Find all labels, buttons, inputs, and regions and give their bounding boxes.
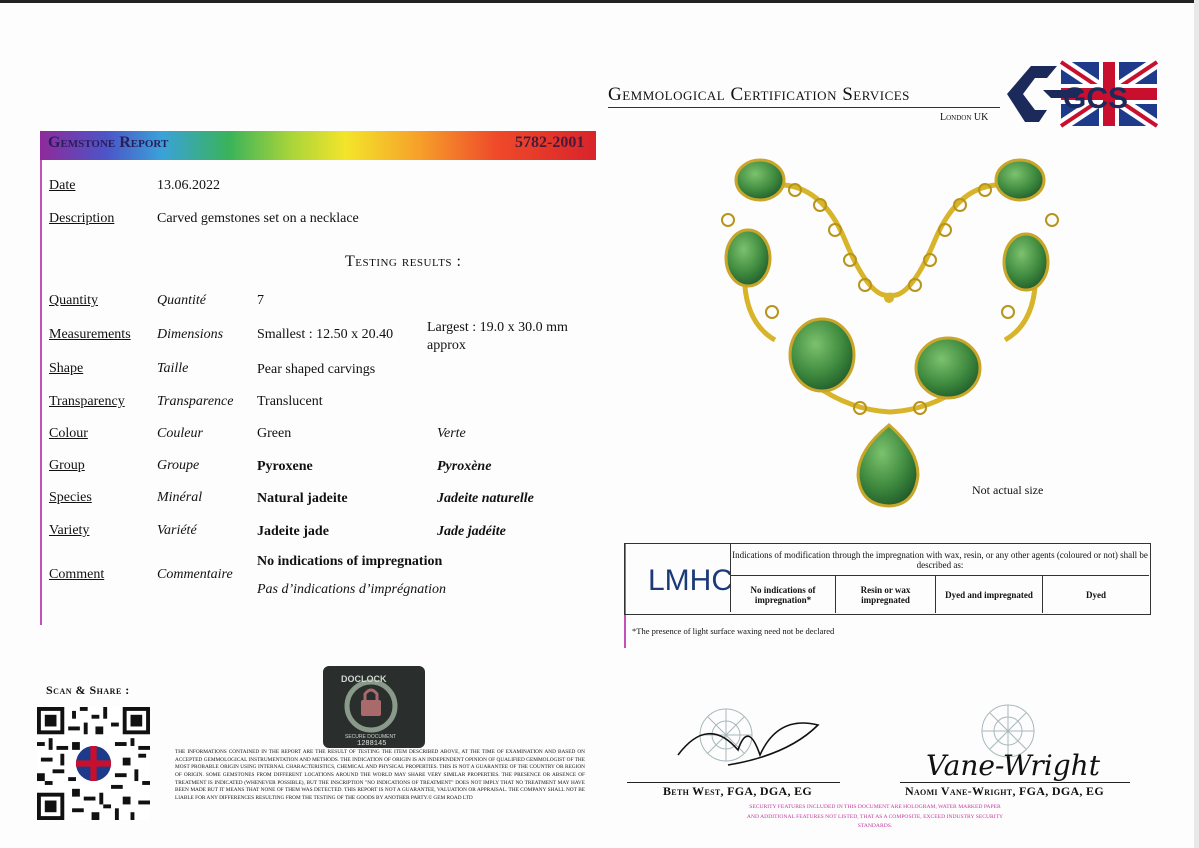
description-value: Carved gemstones set on a necklace <box>157 211 359 226</box>
transparency-label: Transparency <box>49 394 125 409</box>
report-side-rule <box>40 160 42 625</box>
quantity-label-fr: Quantité <box>157 293 206 308</box>
signatory-left: Beth West, FGA, DGA, EG <box>663 784 813 798</box>
legal-disclaimer: THE INFORMATIONS CONTAINED IN THE REPORT ARE THE RESULT OF TESTING THE ITEM DESCRIBED ABOVE, AT THE TIME OF EXAMINATION AND BASED ON ACCEPTED GEMMOLOGICAL INSTRUMENTATION AND METHODS. THE INDICATION OF ORIGIN IS AN INDEPENDENT OPINION OF QUALIFIED GEMMOLOGIST OF THE MOST PROBABLE ORIGIN USING INTERNAL CHARACTERISTICS, CHEMICAL AND PHYSICAL PROPERTIES. THIS IS NOT A GUARANTEE OF THE COUNTRY OR REGION OF ORIGIN. SOME GEMSTONES FROM DIFFERENT LOCATIONS AROUND THE WORLD MAY SHARE VERY SIMILAR PROPERTIES. THE PRESENCE OR ABSENCE OF TREATMENT IS INDICATED (WHENEVER POSSIBLE), BUT THE INSCRIPTION "NO INDICATIONS OF TREATMENT" DOES NOT IMPLY THAT NO TREATMENT MAY HAVE BEEN MADE BUT IT MEANS THAT NONE OF THEM WAS DETECTED. THIS REPORT IS NOT A GUARANTEE, VALUATION OR APPRAISAL. THE COMPANY SHALL NOT BE LIABLE FOR ANY DIFFERENCES RESULTING FROM THE TESTING OF THE GOODS BY ANOTHER PARTY.© GEM ROAD LTD <box>175 749 585 802</box>
variety-label-fr: Variété <box>157 523 197 538</box>
lmhc-logo <box>626 544 731 612</box>
variety-label: Variety <box>49 523 90 538</box>
variety-value-fr: Jade jadéite <box>437 524 506 539</box>
colour-label-fr: Couleur <box>157 426 203 441</box>
qr-code[interactable] <box>37 707 150 820</box>
logo-text: GCS <box>1063 82 1129 115</box>
jade-stone <box>736 160 784 200</box>
date-label: Date <box>49 178 76 193</box>
colour-value-fr: Verte <box>437 426 466 441</box>
brand-underline <box>608 107 1000 108</box>
treatment-option-dyed: Dyed <box>1086 589 1106 600</box>
hologram-serial: 1288145 <box>357 740 387 748</box>
necklace-image <box>700 150 1080 510</box>
transparency-value: Translucent <box>257 394 323 409</box>
image-caption: Not actual size <box>972 483 1044 497</box>
jade-stone <box>790 319 854 391</box>
treatment-option-dyed-impregnated: Dyed and impregnated <box>936 576 1043 613</box>
signature-line-right <box>900 782 1130 783</box>
treatment-footnote: *The presence of light surface waxing need not be declared <box>632 626 835 636</box>
group-value: Pyroxene <box>257 459 313 474</box>
species-value-fr: Jadeite naturelle <box>437 491 534 506</box>
colour-label: Colour <box>49 426 88 441</box>
comment-label-fr: Commentaire <box>157 567 233 582</box>
jade-pendant <box>858 425 918 506</box>
shape-label-fr: Taille <box>157 361 189 376</box>
lmhc-logo-text: LMHC <box>648 564 730 597</box>
treatment-header: Indications of modification through the impregnation with wax, resin, or any other agents (coloured or not) shall be described as: <box>731 544 1149 576</box>
jade-stone <box>916 338 980 398</box>
treatment-option-none: No indications of impregnation* <box>731 576 836 613</box>
report-title: Gemstone Report <box>48 134 169 151</box>
top-edge <box>0 0 1199 3</box>
measurements-smallest: Smallest : 12.50 x 20.40 <box>257 327 394 342</box>
brand-name: Gemmological Certification Services <box>608 84 910 105</box>
report-number: 5782-2001 <box>515 134 585 151</box>
measurements-label: Measurements <box>49 327 131 342</box>
treatment-option-resin: Resin or wax impregnated <box>836 576 936 613</box>
jade-stone <box>726 230 770 286</box>
signature-right-handwriting: Vane-Wright <box>926 749 1100 782</box>
signature-line-left <box>627 782 840 783</box>
comment-value: No indications of impregnation <box>257 554 443 569</box>
scan-share-label: Scan & Share : <box>46 683 130 697</box>
jade-stone <box>996 160 1044 200</box>
date-value: 13.06.2022 <box>157 178 220 193</box>
jade-stone <box>1004 234 1048 290</box>
shape-value: Pear shaped carvings <box>257 362 376 377</box>
species-value: Natural jadeite <box>257 491 348 506</box>
group-label-fr: Groupe <box>157 458 200 473</box>
shape-label: Shape <box>49 361 84 376</box>
brand-location: London UK <box>940 112 989 123</box>
security-hologram <box>323 666 425 748</box>
security-note: SECURITY FEATURES INCLUDED IN THIS DOCUMENT ARE HOLOGRAM, WATER MARKED PAPER AND ADDITIONAL FEATURES NOT LISTED, THAT AS A COMPOSITE, EXCEED INDUSTRY SECURITY STANDARDS. <box>746 804 1004 829</box>
quantity-value: 7 <box>257 293 264 308</box>
hologram-brand: DOCLOCK <box>341 674 387 684</box>
measurements-largest: Largest : 19.0 x 30.0 mm approx <box>427 320 568 353</box>
hologram-subtitle: SECURE DOCUMENT <box>345 734 397 740</box>
colour-value: Green <box>257 426 292 441</box>
group-label: Group <box>49 458 85 473</box>
species-label: Species <box>49 490 92 505</box>
variety-value: Jadeite jade <box>257 524 329 539</box>
description-label: Description <box>49 211 115 226</box>
signature-right <box>918 695 1118 783</box>
signatory-right: Naomi Vane-Wright, FGA, DGA, EG <box>905 784 1104 798</box>
species-label-fr: Minéral <box>157 490 203 505</box>
transparency-label-fr: Transparence <box>157 394 234 409</box>
testing-results-title: Testing results : <box>345 253 462 270</box>
comment-value-fr: Pas d’indications d’imprégnation <box>257 582 446 597</box>
gcs-logo <box>1003 60 1158 128</box>
quantity-label: Quantity <box>49 293 98 308</box>
group-value-fr: Pyroxène <box>437 459 492 474</box>
measurements-label-fr: Dimensions <box>157 327 224 342</box>
signature-left <box>668 695 828 780</box>
right-edge <box>1194 0 1199 848</box>
comment-label: Comment <box>49 567 105 582</box>
